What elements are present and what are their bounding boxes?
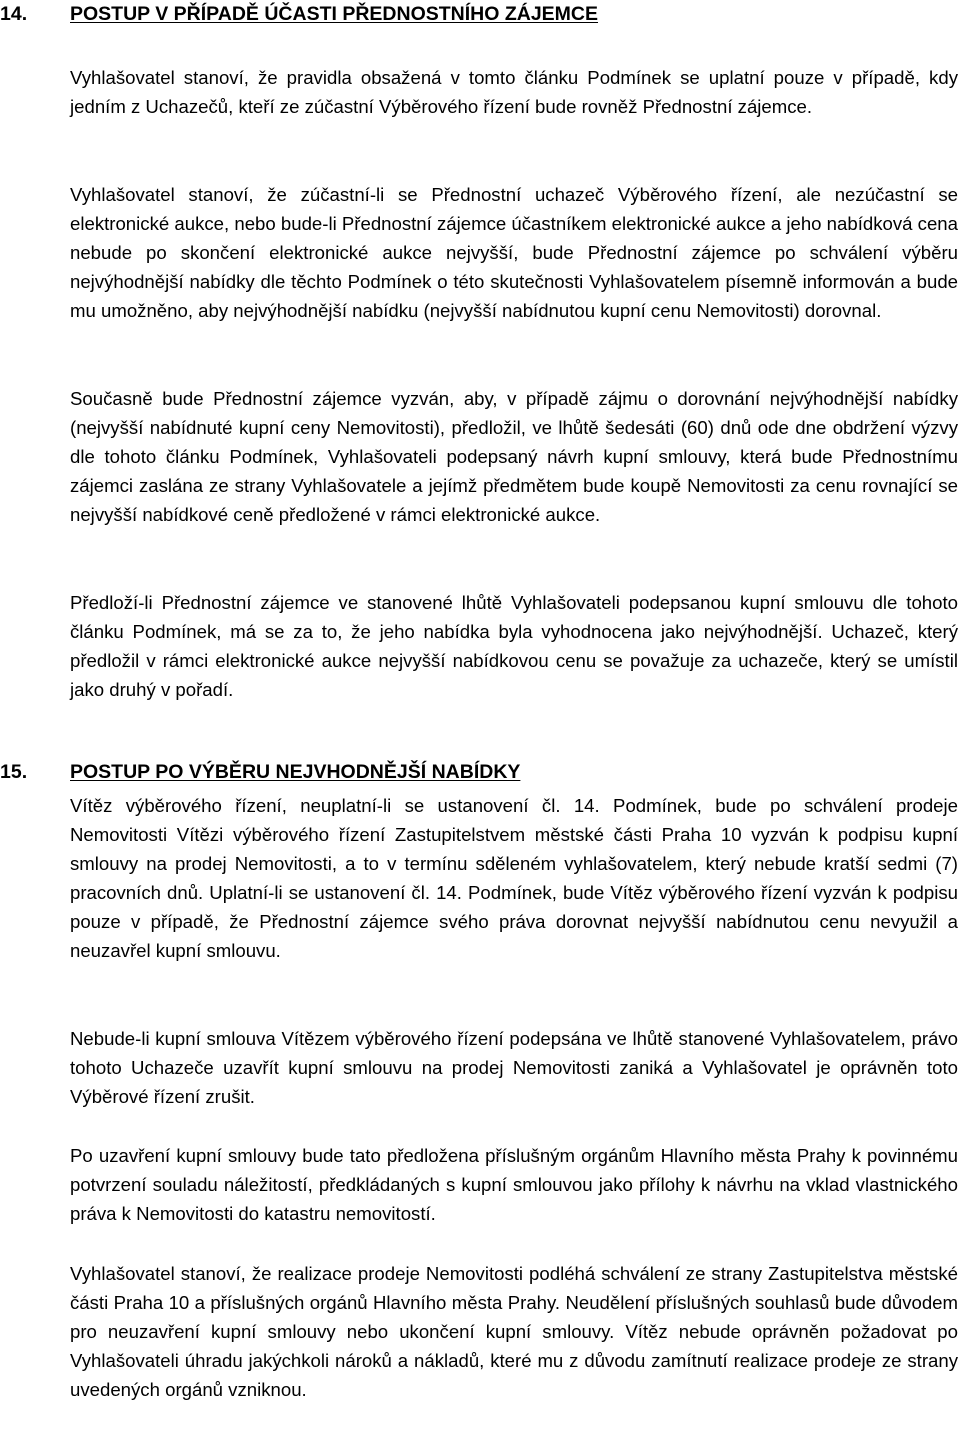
paragraph: Vítěz výběrového řízení, neuplatní-li se ustanovení čl. 14. Podmínek, bude po schválení prodeje Nemovitosti Vítězi výběrového řízení Zastupitelstvem městské části Praha 10 vyzván k podpisu kupní smlouvy na prodej Nemovitosti, a to v termínu sděleném vyhlašovatelem, který nebude kratší sedmi (7) pracovních dnů. Uplatní-li se ustanovení čl. 14. Podmínek, bude Vítěz výběrového řízení vyzván k podpisu pouze v případě, že Přednostní zájemce svého práva dorovnat nejvyšší nabídnutou cenu nevyužil a neuzavřel kupní smlouvu. bbox=[70, 795, 958, 961]
paragraph: Vyhlašovatel stanoví, že pravidla obsažená v tomto článku Podmínek se uplatní pouze v případě, kdy jedním z Uchazečů, kteří ze zúčastní Výběrového řízení bude rovněž Přednostní zájemce. bbox=[70, 67, 958, 117]
paragraph: Po uzavření kupní smlouvy bude tato předložena příslušným orgánům Hlavního města Prahy k povinnému potvrzení souladu náležitostí, předkládaných s kupní smlouvou jako přílohy k návrhu na vklad vlastnického práva k Nemovitosti do katastru nemovitostí. bbox=[70, 1145, 958, 1224]
paragraph: Předloží-li Přednostní zájemce ve stanovené lhůtě Vyhlašovateli podepsanou kupní smlouvu dle tohoto článku Podmínek, má se za to, že jeho nabídka byla vyhodnocena jako nejvýhodnější. Uchazeč, který předložil v rámci elektronické aukce nejvyšší nabídkovou cenu se považuje za uchazeče, který se umístil jako druhý v pořadí. bbox=[70, 592, 958, 700]
section-title: POSTUP PO VÝBĚRU NEJVHODNĚJŠÍ NABÍDKY bbox=[70, 761, 521, 783]
section-number: 14. bbox=[0, 3, 28, 25]
paragraph: Vyhlašovatel stanoví, že realizace prodeje Nemovitosti podléhá schválení ze strany Zastupitelstva městské části Praha 10 a příslušných orgánů Hlavního města Prahy. Neudělení příslušných souhlasů bude důvodem pro neuzavření kupní smlouvy nebo ukončení kupní smlouvy. Vítěz nebude oprávněn požadovat po Vyhlašovateli úhradu jakýchkoli nároků a nákladů, které mu z důvodu zamítnutí realizace prodeje ze strany uvedených orgánů vzniknou. bbox=[70, 1263, 958, 1400]
paragraph: Nebude-li kupní smlouva Vítězem výběrového řízení podepsána ve lhůtě stanovené Vyhlašovatelem, právo tohoto Uchazeče uzavřít kupní smlouvu na prodej Nemovitosti zaniká a Vyhlašovatel je oprávněn toto Výběrové řízení zrušit. bbox=[70, 1028, 958, 1107]
paragraph: Současně bude Přednostní zájemce vyzván, aby, v případě zájmu o dorovnání nejvýhodnější nabídky (nejvyšší nabídnuté kupní ceny Nemovitosti), předložil, ve lhůtě šedesáti (60) dnů ode dne obdržení výzvy dle tohoto článku Podmínek, Vyhlašovateli podepsaný návrh kupní smlouvy, která bude Přednostnímu zájemci zaslána ze strany Vyhlašovatele a jejímž předmětem bude koupě Nemovitosti za cenu rovnající se nejvyšší nabídkové ceně předložené v rámci elektronické aukce. bbox=[70, 388, 958, 525]
section-number: 15. bbox=[0, 761, 28, 783]
section-title: POSTUP V PŘÍPADĚ ÚČASTI PŘEDNOSTNÍHO ZÁJEMCE bbox=[70, 3, 599, 25]
paragraph: Vyhlašovatel stanoví, že zúčastní-li se Přednostní uchazeč Výběrového řízení, ale nezúčastní se elektronické aukce, nebo bude-li Přednostní zájemce účastníkem elektronické aukce a jeho nabídková cena nebude po skončení elektronické aukce nejvyšší, bude Přednostní zájemce po schválení výběru nejvýhodnější nabídky dle těchto Podmínek o této skutečnosti Vyhlašovatelem písemně informován a bude mu umožněno, aby nejvýhodnější nabídku (nejvyšší nabídnutou kupní cenu Nemovitosti) dorovnal. bbox=[70, 184, 958, 321]
